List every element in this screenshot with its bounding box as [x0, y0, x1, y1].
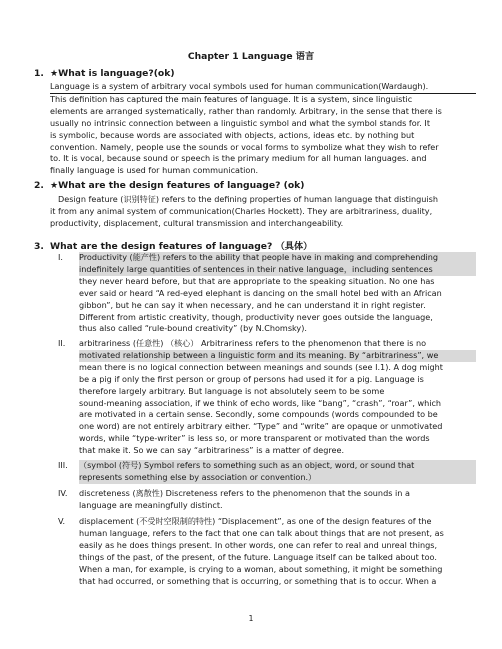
roman-numeral: V. — [58, 516, 66, 526]
feature-line: When a man, for example, is crying to a woman, about something, it might be something — [79, 563, 443, 574]
question-text: What are the design features of language? （具体） — [50, 241, 313, 252]
star-icon: ★ — [50, 69, 59, 79]
answer-line: to. It is vocal, because sound or speech is the primary medium for all human languages. and — [50, 153, 427, 164]
answer-line: This definition has captured the main features of language. It is a system, since linguistic — [50, 93, 413, 104]
feature-text — [79, 460, 476, 484]
feature-line: gibbon”, but he can say it when necessary, and he can understand it in right register. — [79, 299, 426, 310]
answer-2 — [50, 194, 476, 230]
feature-line: motivated relationship between a linguistic form and its meaning. By “arbitrariness”, we — [79, 350, 476, 362]
roman-numeral: IV. — [58, 488, 68, 498]
feature-line: Productivity (能产性) refers to the ability that people have in making and comprehending — [79, 252, 476, 264]
feature-line: be a pig if only the first person or group of persons had used it for a pig. Language is — [79, 373, 424, 384]
feature-line: that had occurred, or something that is occurring, or something that is to occur. When a — [79, 575, 437, 586]
feature-line: mean there is no logical connection between meanings and sounds (see I.1). A dog might — [79, 361, 443, 372]
question-number: 3. — [34, 241, 44, 252]
answer-1 — [50, 81, 476, 177]
feature-line: words, while “type-writer” is less so, or more transparent or motivated than the words — [79, 433, 430, 444]
feature-line: thus also called “rule-bound creativity” (by N.Chomsky). — [79, 323, 307, 334]
question-text: What is language?(ok) — [58, 68, 175, 79]
question-text: What are the design features of language? (ok) — [58, 180, 305, 191]
answer-line: Design feature (识别特征) refers to the defining properties of human language that distinguish — [58, 194, 438, 204]
feature-line: they never heard before, but that are appropriate to the speaking situation. No one has — [79, 275, 435, 286]
feature-line: are motivated in a certain sense. Secondly, some compounds (words compounded to be — [79, 409, 438, 420]
page-number: 1 — [248, 614, 254, 623]
question-number: 2. — [34, 180, 44, 191]
feature-line: that make it. So we can say “arbitrariness” is a matter of degree. — [79, 445, 345, 456]
answer-line: convention. Namely, people use the sounds or vocal forms to symbolize what they wish to refer — [50, 141, 439, 152]
answer-line: Language is a system of arbitrary vocal symbols used for human communication(Wardaugh). — [50, 81, 476, 94]
feature-line: one word) are not entirely arbitrary either. “Type” and “write” are opaque or unmotivated — [79, 421, 443, 432]
feature-line: things of the past, of the present, of the future. Language itself can be talked about too. — [79, 551, 437, 562]
feature-line: human language, refers to the fact that one can talk about things that are not present, as — [79, 527, 444, 538]
roman-numeral: II. — [58, 338, 66, 348]
answer-line: it from any animal system of communication(Charles Hockett). They are arbitrariness, duality, — [50, 205, 433, 216]
question-1-heading — [34, 68, 175, 79]
feature-line: language are meaningfully distinct. — [79, 499, 223, 510]
feature-line: sound-meaning association, if we think of echo words, like “bang”, “crash”, “roar”, which — [79, 397, 442, 408]
feature-line: therefore largely arbitrary. But language is not absolutely seem to be some — [79, 385, 385, 396]
feature-line: displacement (不受时空限制的特性) “Displacement”, as one of the design features of the — [79, 516, 432, 526]
feature-line: represents something else by association or convention.） — [79, 472, 476, 484]
feature-line: easily as he does things present. In other words, one can refer to real and unreal things, — [79, 539, 438, 550]
feature-text — [79, 516, 476, 587]
star-icon: ★ — [50, 181, 59, 191]
feature-line: arbitrariness (任意性) （核心） Arbitrariness refers to the phenomenon that there is no — [79, 338, 427, 348]
feature-text — [79, 338, 476, 457]
feature-line: Different from artistic creativity, though, productivity never goes outside the language, — [79, 311, 433, 322]
question-3-heading — [34, 238, 312, 252]
answer-line: finally language is used for human communication. — [50, 165, 259, 176]
roman-numeral: I. — [58, 252, 63, 262]
feature-line: ever said or heard “A red-eyed elephant is dancing on the small hotel bed with an African — [79, 287, 442, 298]
feature-line: （symbol (符号) Symbol refers to something such as an object, word, or sound that — [79, 460, 476, 472]
feature-line: discreteness (离散性) Discreteness refers to the phenomenon that the sounds in a — [79, 488, 410, 498]
chapter-title: Chapter 1 Language 语言 — [187, 51, 315, 62]
roman-numeral: III. — [58, 460, 68, 470]
answer-line: usually no intrinsic connection between a linguistic symbol and what the symbol stands for. It — [50, 117, 430, 128]
feature-text — [79, 252, 476, 335]
question-2-heading — [34, 180, 304, 191]
question-number: 1. — [34, 68, 44, 79]
feature-text — [79, 488, 476, 512]
answer-line: is symbolic, because words are associated with objects, actions, ideas etc. by nothing but — [50, 129, 415, 140]
answer-line: elements are arranged systematically, rather than randomly. Arbitrary, in the sense that there is — [50, 105, 442, 116]
feature-line: indefinitely large quantities of sentences in their native language，including sentences — [79, 264, 476, 276]
answer-line: productivity, displacement, cultural transmission and interchangeability. — [50, 217, 344, 228]
